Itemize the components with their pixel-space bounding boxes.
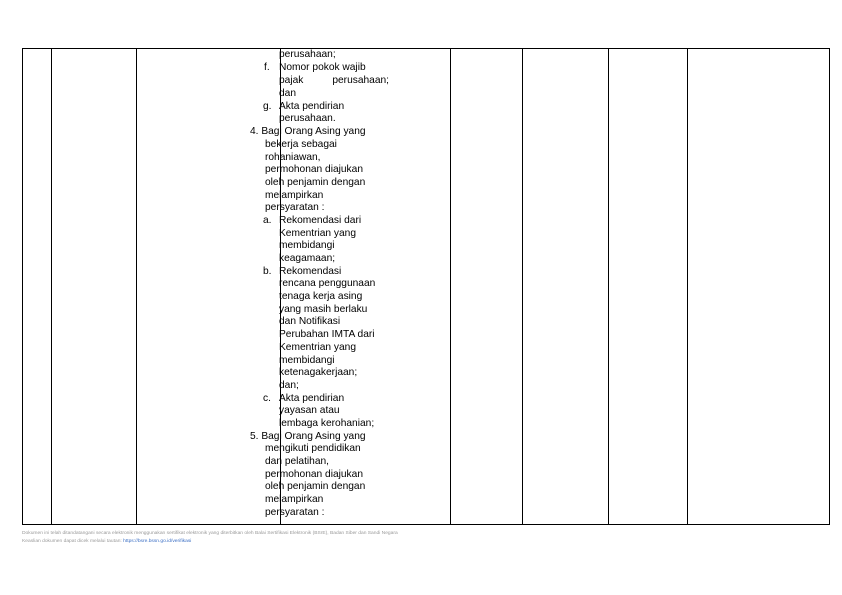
list-item-5: 5. Bagi Orang Asing yang <box>250 431 366 442</box>
text-line: Rekomendasi <box>279 266 342 277</box>
table-cell <box>609 49 688 525</box>
text-line: melampirkan <box>265 494 324 505</box>
text-line: Rekomendasi dari <box>279 215 362 226</box>
text-line: persyaratan : <box>265 507 325 518</box>
list-marker: b. <box>263 266 272 277</box>
text-line: melampirkan <box>265 190 324 201</box>
requirements-table <box>22 48 830 525</box>
footer-line-2 <box>22 538 398 546</box>
list-marker: a. <box>263 215 272 226</box>
text-line: dan; <box>279 380 299 391</box>
text-line: Perubahan IMTA dari <box>279 329 375 340</box>
text-line: Nomor pokok wajib <box>279 62 366 73</box>
text-line: Kementrian yang <box>279 228 357 239</box>
text-line: dan pelatihan, <box>265 456 330 467</box>
table-cell-type <box>52 49 137 525</box>
table-cell <box>523 49 609 525</box>
text-line: lembaga kerohanian; <box>279 418 375 429</box>
text-line: oleh penjamin dengan <box>265 481 366 492</box>
word: pajak <box>279 75 304 86</box>
text-line: yayasan atau <box>279 405 340 416</box>
text-line <box>279 75 389 88</box>
text-line: dan Notifikasi <box>279 316 341 327</box>
text-line: perusahaan; <box>279 49 336 60</box>
text-line: permohonan diajukan <box>265 164 363 175</box>
text-line: permohonan diajukan <box>265 469 363 480</box>
text-line: membidangi <box>279 355 335 366</box>
text-line: keagamaan; <box>279 253 336 264</box>
verification-link[interactable]: https://bsre.bssn.go.id/verifikasi <box>123 538 192 544</box>
table-cell-requirements <box>137 49 389 525</box>
text-line: dan <box>279 88 296 99</box>
list-marker: g. <box>263 101 272 112</box>
footer-line-1: Dokumen ini telah ditandatangani secara elektronik menggunakan sertifikat elektronik yang diterbitkan oleh Balai Sertifikasi Elektronik (BSrE), Badan Siber dan Sandi Negara <box>22 531 398 536</box>
text-line: membidangi <box>279 240 335 251</box>
text-line: persyaratan : <box>265 202 325 213</box>
text-line: Akta pendirian <box>279 101 345 112</box>
table-row <box>23 49 830 525</box>
requirements-text <box>137 49 389 524</box>
list-marker: f. <box>264 62 270 73</box>
text-line: oleh penjamin dengan <box>265 177 366 188</box>
list-item-4: 4. Bagi Orang Asing yang <box>250 126 366 137</box>
text-line: perusahaan. <box>279 113 336 124</box>
text-line: Kementrian yang <box>279 342 357 353</box>
text-line: mengikuti pendidikan <box>265 443 361 454</box>
text-line: tenaga kerja asing <box>279 291 363 302</box>
footer-prefix: Keaslian dokumen dapat dicek melalui tautan: <box>22 538 124 544</box>
text-line: yang masih berlaku <box>279 304 368 315</box>
table-cell <box>688 49 830 525</box>
list-marker: c. <box>263 393 271 404</box>
text-line: bekerja sebagai <box>265 139 337 150</box>
table-cell-number <box>23 49 52 525</box>
text-line: rohaniawan, <box>265 152 321 163</box>
table-cell <box>451 49 523 525</box>
signature-footer <box>22 530 398 545</box>
word: perusahaan; <box>332 75 389 86</box>
text-line: ketenagakerjaan; <box>279 367 358 378</box>
text-line: rencana penggunaan <box>279 278 376 289</box>
text-line: Akta pendirian <box>279 393 345 404</box>
